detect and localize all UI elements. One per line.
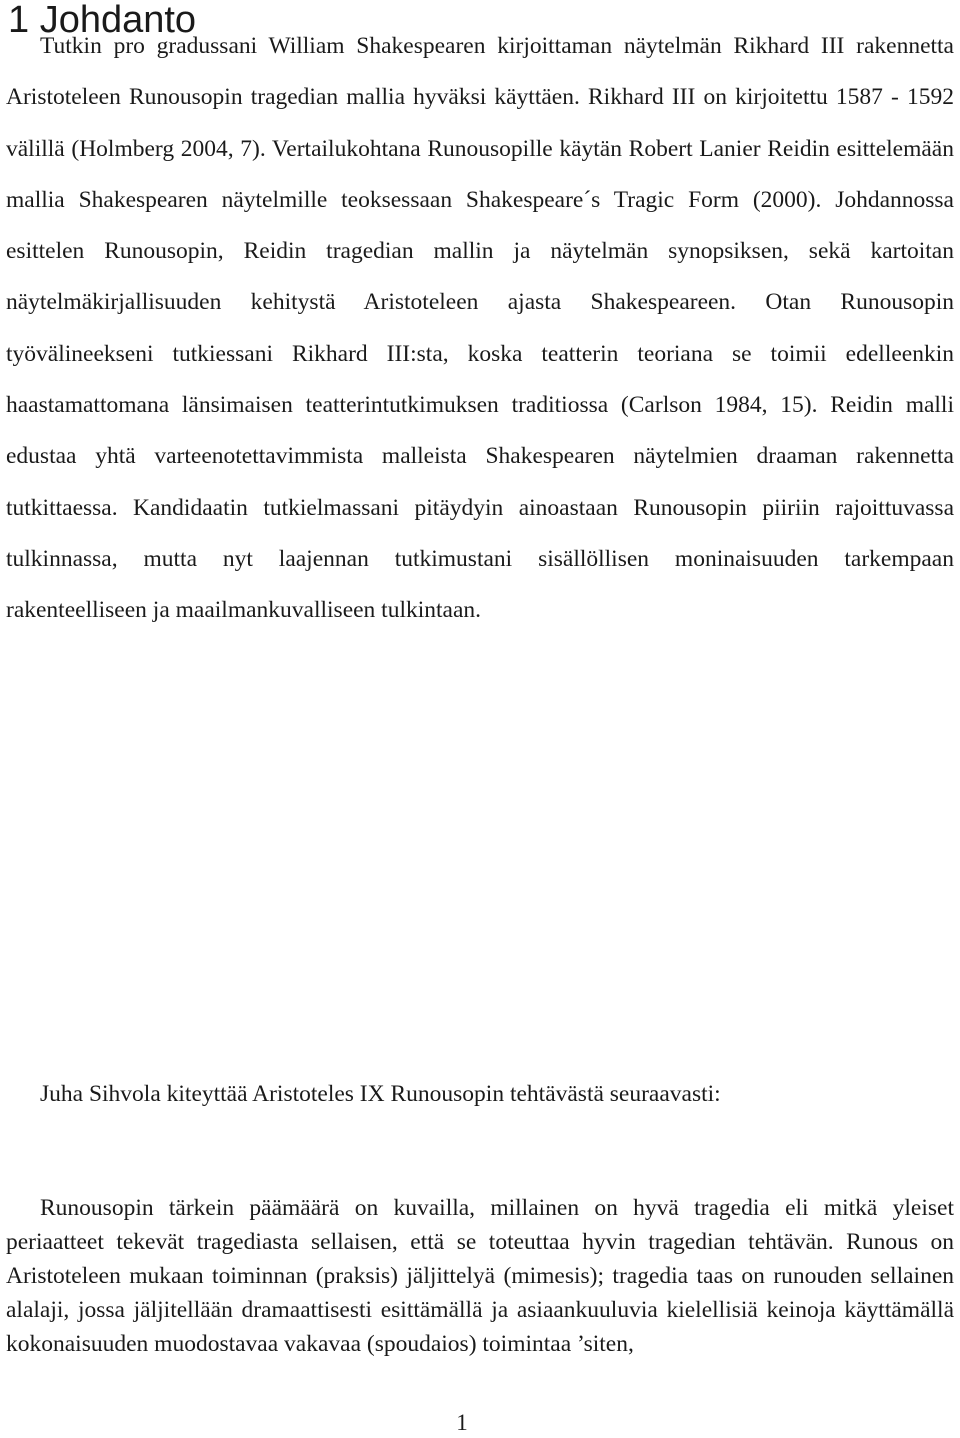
block-quote-text: Runousopin tärkein päämäärä on kuvailla, millainen on hyvä tragedia eli mitkä yleiset periaatteet tekevät tragediasta sellaisen, että se toteuttaa hyvin tragedian tehtävän. Runous on Aristoteleen mukaan toiminnan (praksis) jäljittelyä (mimesis); tragedia taas on runouden sellainen alalaji, jossa jäljitellään dramaattisesti esittämällä ja asiaankuuluvia kielellisiä keinoja käyttämällä kokonaisuuden muodostavaa vakavaa (spoudaios) toimintaa ’siten, (6, 1195, 954, 1358)
chapter-heading: 1 Johdanto (8, 0, 197, 41)
page-number: 1 (456, 1410, 468, 1435)
quote-intro-line: Juha Sihvola kiteyttää Aristoteles IX Runousopin tehtävästä seuraavasti: (40, 1081, 721, 1107)
body-paragraph-text: Tutkin pro gradussani William Shakespearen kirjoittaman näytelmän Rikhard III rakennetta Aristoteleen Runousopin tragedian mallia hyväksi käyttäen. Rikhard III on kirjoitettu 1587 - 1592 välillä (Holmberg 2004, 7). Vertailukohtana Runousopille käytän Robert Lanier Reidin esittelemään mallia Shakespearen näytelmille teoksessaan Shakespeare´s Tragic Form (2000). Johdannossa esittelen Runousopin, Reidin tragedian mallin ja näytelmän synopsiksen, sekä kartoitan näytelmäkirjallisuuden kehitystä Aristoteleen ajasta Shakespeareen. Otan Runousopin työvälineekseni tutkiessani Rikhard III:sta, koska teatterin teoriana se toimii edelleenkin haastamattomana länsimaisen teatterintutkimuksen traditiossa (Carlson 1984, 15). Reidin malli edustaa yhtä varteenotettavimmista malleista Shakespearen näytelmien draaman rakennetta tutkittaessa. Kandidaatin tutkielmassani pitäydyin ainoastaan Runousopin piiriin rajoittuvassa tulkinnassa, mutta nyt laajennan tutkimustani sisällöllisen moninaisuuden tarkempaan rakenteelliseen ja maailmankuvalliseen tulkintaan. (6, 33, 954, 624)
block-quote (6, 1191, 954, 1361)
body-paragraph (6, 21, 954, 637)
